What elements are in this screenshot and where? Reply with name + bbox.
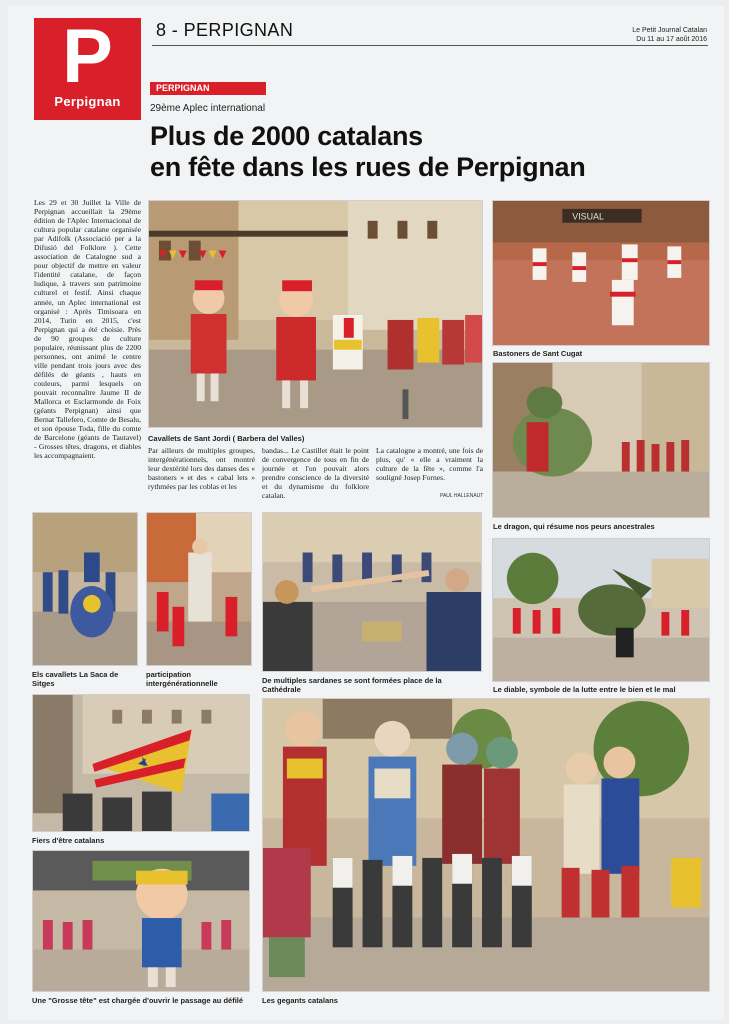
perpignan-logo (34, 14, 141, 120)
photo-cavallets (148, 200, 483, 428)
article-kicker: 29ème Aplec international (150, 103, 266, 114)
article-author: PAUL HALLENAUT (440, 493, 484, 499)
publication-name: Le Petit Journal Catalan (632, 27, 707, 34)
caption-bastoners: Bastoners de Sant Cugat (493, 349, 583, 358)
header-rule (152, 45, 708, 46)
headline-line-1: Plus de 2000 catalans (150, 121, 423, 151)
photo-sardanes (262, 512, 482, 672)
caption-flag: Fiers d'être catalans (32, 836, 105, 845)
logo-city: Perpignan (54, 94, 121, 109)
caption-cavallets-sitges: Els cavallets La Saca de Sitges (32, 670, 119, 688)
caption-sardanes: De multiples sardanes se sont formées place de la Cathédrale (262, 676, 442, 694)
publication-dates: Du 11 au 17 août 2016 (636, 36, 707, 43)
article-lead-column: Les 29 et 30 Juillet la Ville de Perpignan accueillait la 29ème édition de l'Aplec Internacional de cultura popular catalane organisée par Adifolk (Associació per a la Difusió del Folklore ). Cette association de Catalogne sud a pour objectif de mettre en valeur l'identité catalane, de façon ludique, à travers son patrimoine culturel et festif. Ainsi chaque année, un Aplec international est organisé : Après Timisoara en 2014, Turin en 2015, c'est Perpignan qui a été choisie. Près de 90 groupes de culture populaire, réunissant plus de 2200 personnes, ont animé le centre ville pendant trois jours avec des défilés de géants , hauts en couleurs, parmi lesquels on pouvait reconnaître Jaume II de Mallorca et Esclarmonde de Foix (géants Perpignan) ainsi que Bernat Tallefero, Comte de Besalu, et son épouse Toda, fille du comte de Barcelone (géants de Tautavel) - Grosses têtes, dragons, et diables les accompagnaient. (34, 198, 141, 461)
logo-letter: P (62, 14, 113, 99)
photo-grosse-tete (32, 850, 250, 992)
photo-gegants (262, 698, 710, 992)
article-column-2: Par ailleurs de multiples groupes, intergénérationnels, ont montré leur dextérité lors des danses des « bastoners » et des « cabal lets » rythmées par les coblas et les (148, 446, 255, 492)
caption-grosse-tete: Une "Grosse tête" est chargée d'ouvrir le passage au défilé (32, 996, 244, 1005)
caption-cavallets: Cavallets de Sant Jordi ( Barbera del Valles) (148, 434, 305, 443)
photo-bastoners (492, 200, 710, 346)
photo-flag (32, 694, 250, 832)
headline-line-2: en fête dans les rues de Perpignan (150, 152, 586, 182)
article-column-3: bandas... Le Castillet était le point de convergence de tous en fin de journée et l'on pouvait alors prendre conscience de la diversité et du dynamisme du folklore catalan. (262, 446, 369, 501)
article-column-4: La catalogne a montré, une fois de plus, qu' « elle a vraiment la culture de la fête », comme l'a souligné Josep Fornes. (376, 446, 483, 483)
photo-dragon (492, 362, 710, 518)
caption-diable: Le diable, symbole de la lutte entre le bien et le mal (493, 685, 676, 694)
sign-visual: VISUAL (572, 211, 604, 222)
section-tag: PERPIGNAN (150, 82, 266, 95)
publication-info (632, 26, 707, 44)
caption-gegants: Les gegants catalans (262, 996, 338, 1005)
photo-diable (492, 538, 710, 682)
photo-intergenerational (146, 512, 252, 666)
photo-cavallets-sitges (32, 512, 138, 666)
page-number-label: 8 - PERPIGNAN (156, 20, 294, 40)
article-headline (150, 121, 585, 183)
caption-intergenerational: participation intergénérationnelle (146, 670, 218, 688)
caption-dragon: Le dragon, qui résume nos peurs ancestrales (493, 522, 655, 531)
